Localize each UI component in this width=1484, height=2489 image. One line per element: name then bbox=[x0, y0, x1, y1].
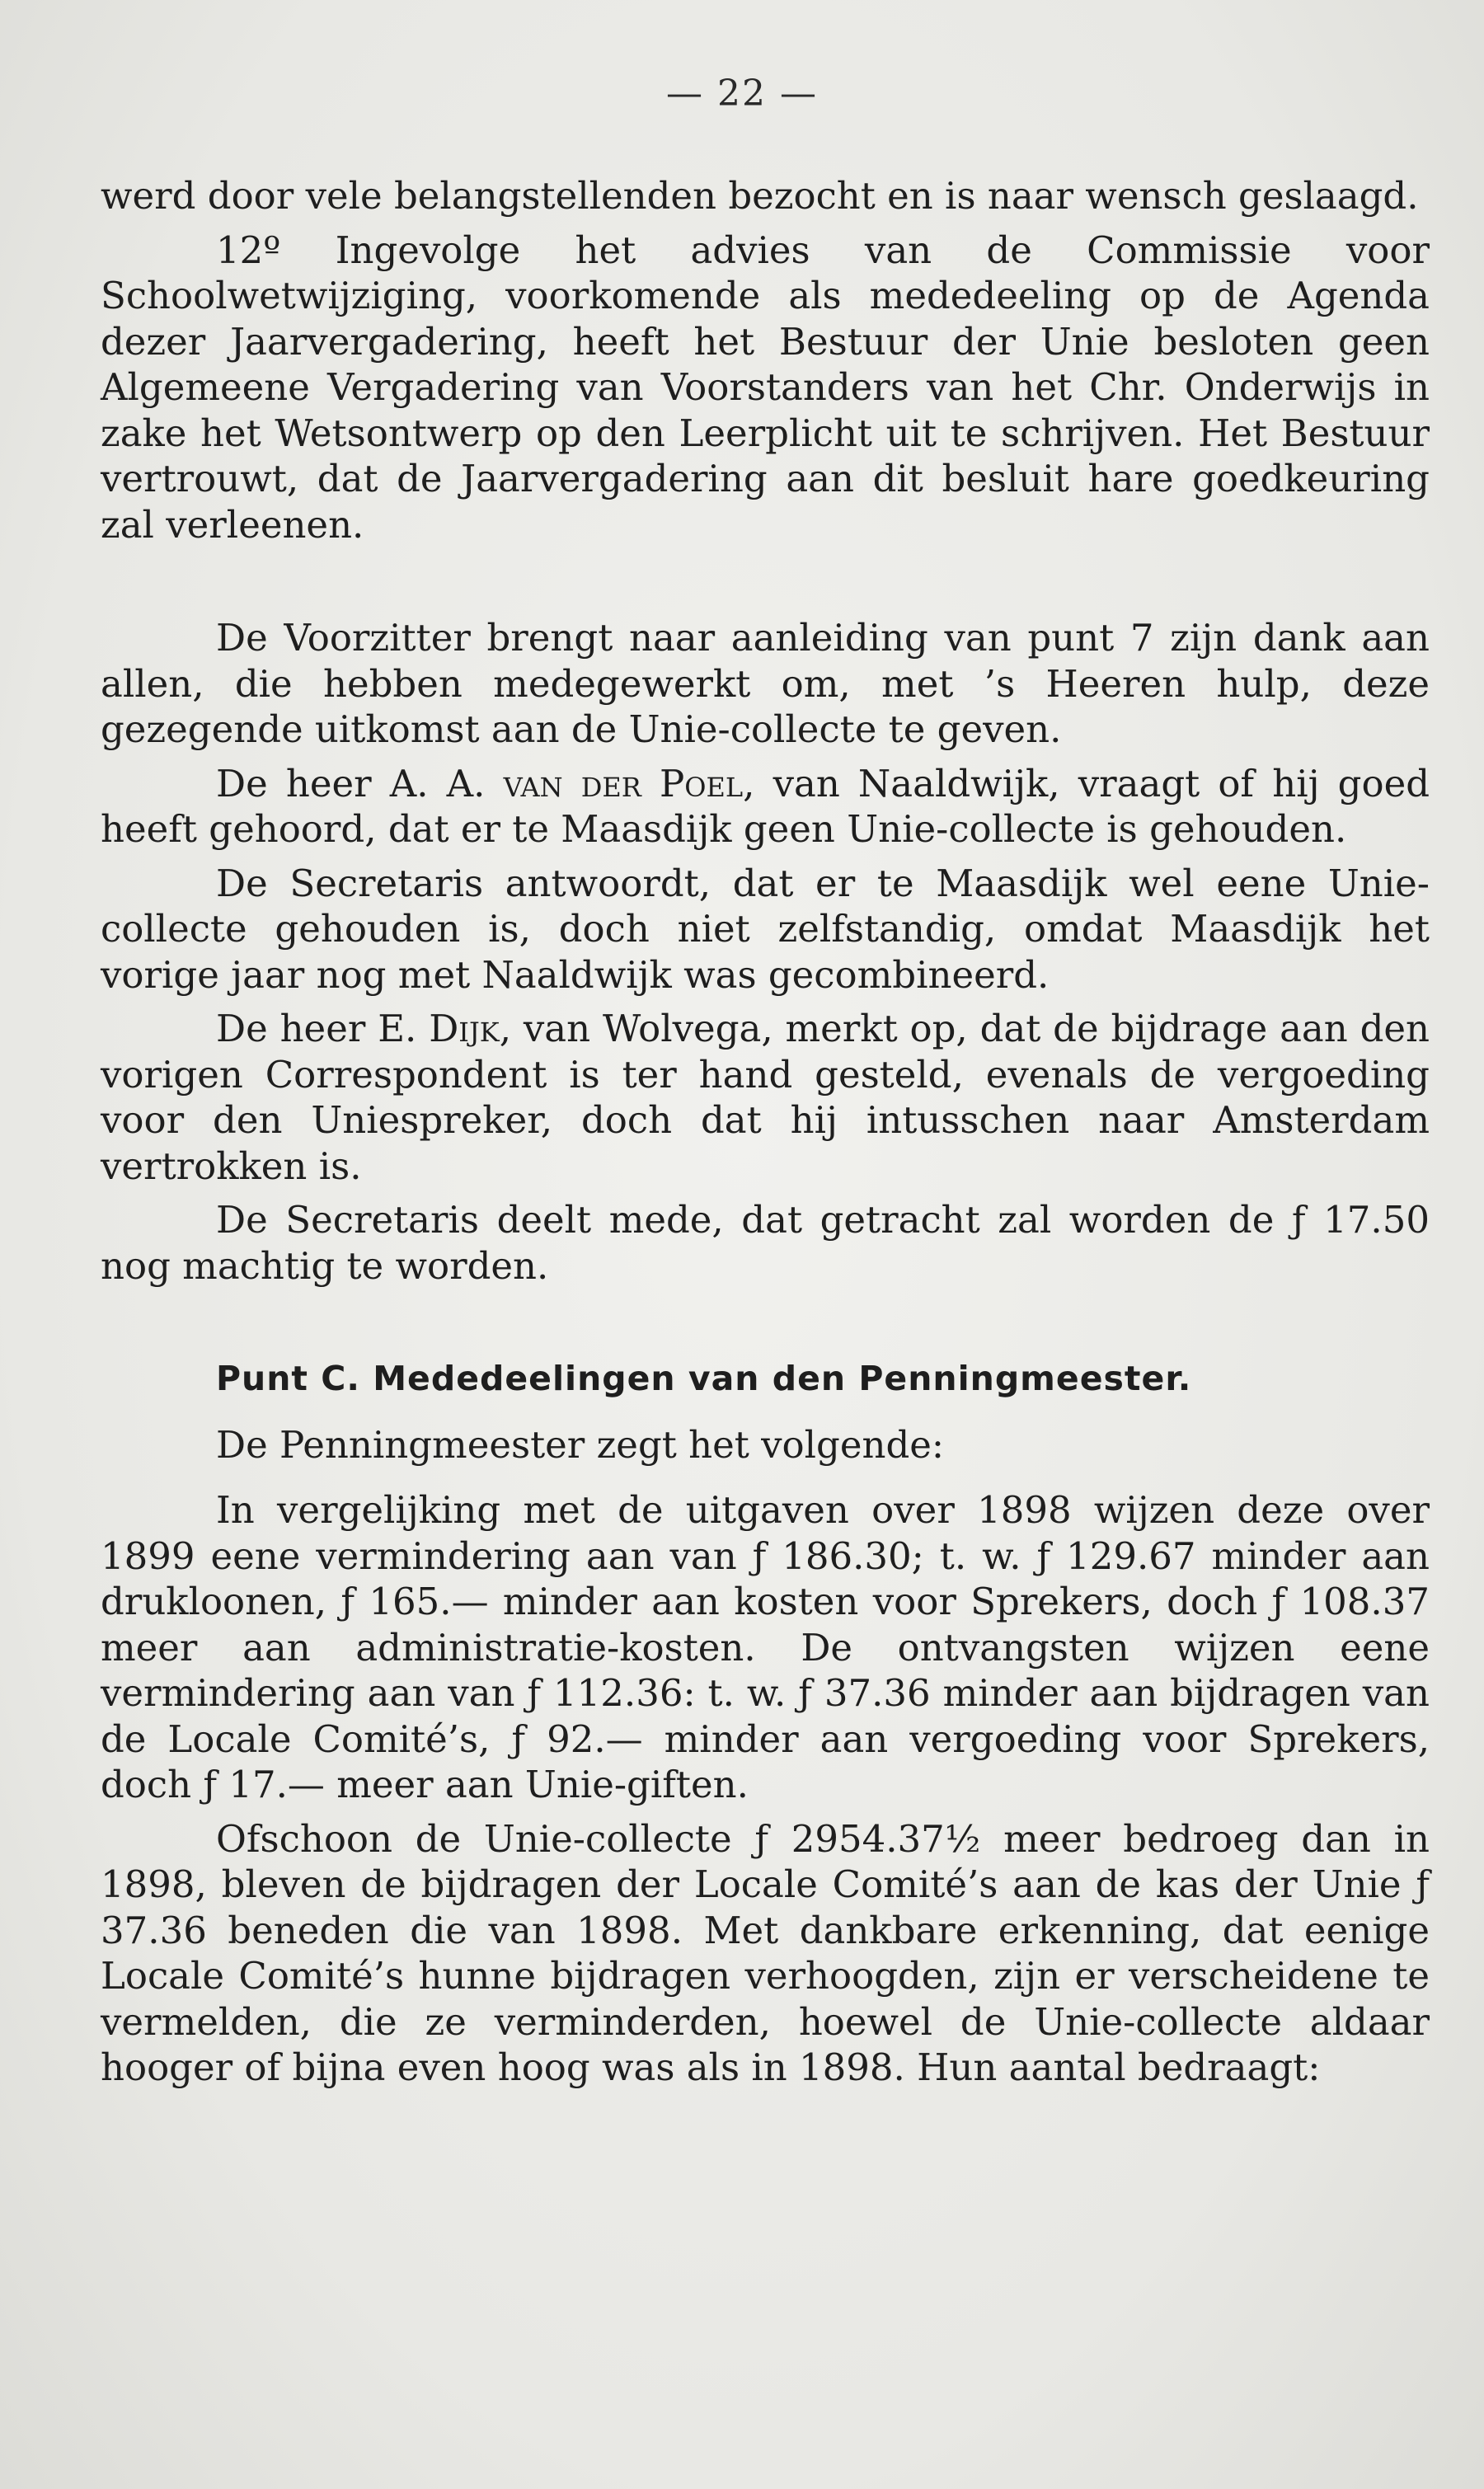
text-pre: De heer E. bbox=[216, 1007, 430, 1050]
text-post: , van Wolvega, merkt op, dat de bijdrage aan den vorigen Correspondent is ter hand gesteld, evenals de vergoeding voor den Uniespreker, doch dat hij intusschen naar Amsterdam vertrokken is. bbox=[101, 1007, 1430, 1188]
text-pre: De heer A. A. bbox=[216, 761, 504, 805]
page-number: — 22 — bbox=[666, 73, 818, 115]
person-name: van der Poel bbox=[503, 761, 744, 805]
section-heading: Punt C. Mededeelingen van den Penningmeester. bbox=[216, 1359, 1192, 1398]
paragraph-van-der-poel bbox=[101, 761, 1430, 852]
paragraph-item-12: 12º Ingevolge het advies van de Commissie voor Schoolwetwijziging, voorkomende als mededeeling op de Agenda dezer Jaarvergadering, heeft het Bestuur der Unie besloten geen Algemeene Vergadering van Voorstanders van het Chr. Onderwijs in zake het Wetsontwerp op den Leerplicht uit te schrijven. Het Bestuur vertrouwt, dat de Jaarvergadering aan dit besluit hare goedkeuring zal verleenen. bbox=[101, 228, 1430, 547]
body-text bbox=[101, 173, 1430, 2091]
paragraph-1: werd door vele belangstellenden bezocht en is naar wensch geslaagd. bbox=[101, 174, 1419, 218]
text-post: , van Naaldwijk, vraagt of hij goed heeft gehoord, dat er te Maasdijk geen Unie-collecte is gehouden. bbox=[101, 761, 1430, 851]
person-name: Dijk bbox=[429, 1007, 500, 1050]
paragraph-ofschoon: Ofschoon de Unie-collecte ƒ 2954.37½ meer bedroeg dan in 1898, bleven de bijdragen der Locale Comité’s aan de kas der Unie ƒ 37.36 beneden die van 1898. Met dankbare erkenning, dat eenige Locale Comité’s hunne bijdragen verhoogden, zijn er verscheidene te vermelden, die ze verminderden, hoewel de Unie-collecte aldaar hooger of bijna even hoog was als in 1898. Hun aantal bedraagt: bbox=[101, 1816, 1430, 2089]
paragraph-vergelijking: In vergelijking met de uitgaven over 1898 wijzen deze over 1899 eene vermindering aan van ƒ 186.30; t. w. ƒ 129.67 minder aan drukloonen, ƒ 165.— minder aan kosten voor Sprekers, doch ƒ 108.37 meer aan administratie-kosten. De ontvangsten wijzen eene vermindering aan van ƒ 112.36: t. w. ƒ 37.36 minder aan bijdragen van de Locale Comité’s, ƒ 92.— minder aan vergoeding voor Sprekers, doch ƒ 17.— meer aan Unie-giften. bbox=[101, 1488, 1430, 1806]
paragraph-voorzitter: De Voorzitter brengt naar aanleiding van punt 7 zijn dank aan allen, die hebben medegewerkt om, met ’s Heeren hulp, deze gezegende uitkomst aan de Unie-collecte te geven. bbox=[101, 616, 1430, 751]
paragraph-secretaris-answer: De Secretaris antwoordt, dat er te Maasdijk wel eene Unie-collecte gehouden is, doch niet zelfstandig, omdat Maasdijk het vorige jaar nog met Naaldwijk was gecombineerd. bbox=[101, 861, 1430, 997]
paragraph-secretaris-mede: De Secretaris deelt mede, dat getracht zal worden de ƒ 17.50 nog machtig te worden. bbox=[101, 1198, 1430, 1288]
paragraph-dijk bbox=[101, 1006, 1430, 1189]
paragraph-penningmeester: De Penningmeester zegt het volgende: bbox=[216, 1422, 945, 1467]
